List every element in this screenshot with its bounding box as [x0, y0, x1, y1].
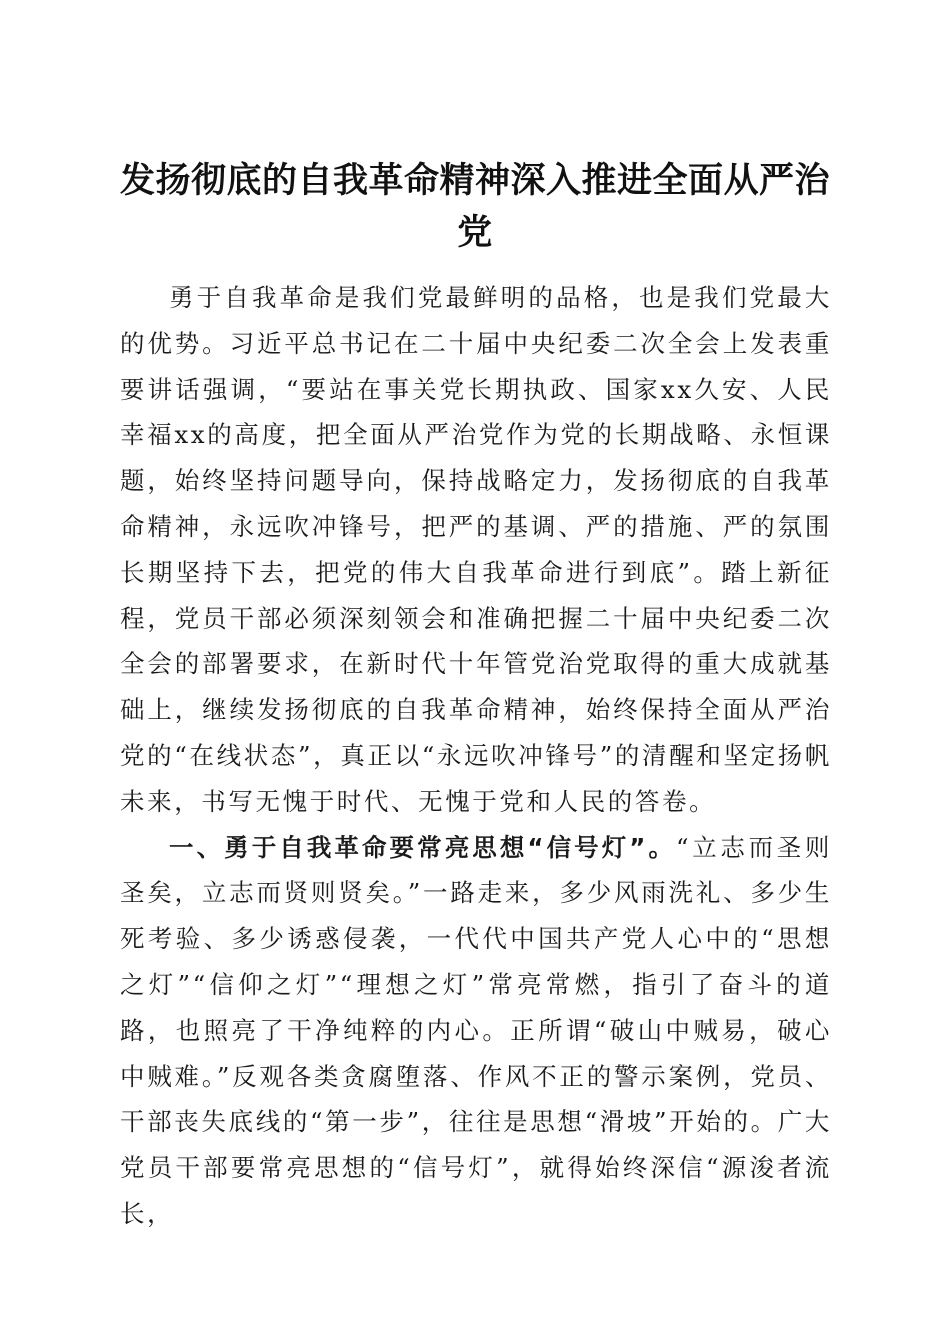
- section-one-heading: 一、勇于自我革命要常亮思想“信号灯”。: [169, 832, 677, 862]
- document-body: [120, 275, 832, 1237]
- intro-paragraph: 勇于自我革命是我们党最鲜明的品格，也是我们党最大的优势。习近平总书记在二十届中央纪委二次全会上发表重要讲话强调，“要站在事关党长期执政、国家xx久安、人民幸福xx的高度，把全面从严治党作为党的长期战略、永恒课题，始终坚持问题导向，保持战略定力，发扬彻底的自我革命精神，永远吹冲锋号，把严的基调、严的措施、严的氛围长期坚持下去，把党的伟大自我革命进行到底”。踏上新征程，党员干部必须深刻领会和准确把握二十届中央纪委二次全会的部署要求，在新时代十年管党治党取得的重大成就基础上，继续发扬彻底的自我革命精神，始终保持全面从严治党的“在线状态”，真正以“永远吹冲锋号”的清醒和坚定扬帆未来，书写无愧于时代、无愧于党和人民的答卷。: [120, 283, 832, 816]
- section-one-paragraph: [120, 825, 832, 1237]
- document-title: 发扬彻底的自我革命精神深入推进全面从严治党: [119, 160, 830, 254]
- section-one-text: “立志而圣则圣矣，立志而贤则贤矣。”一路走来，多少风雨洗礼、多少生死考验、多少诱惑侵袭，一代代中国共产党人心中的“思想之灯”“信仰之灯”“理想之灯”常亮常燃，指引了奋斗的道路，也照亮了干净纯粹的内心。正所谓“破山中贼易，破心中贼难。”反观各类贪腐堕落、作风不正的警示案例，党员、干部丧失底线的“第一步”，往往是思想“滑坡”开始的。广大党员干部要常亮思想的“信号灯”，就得始终深信“源浚者流长，: [120, 832, 833, 1228]
